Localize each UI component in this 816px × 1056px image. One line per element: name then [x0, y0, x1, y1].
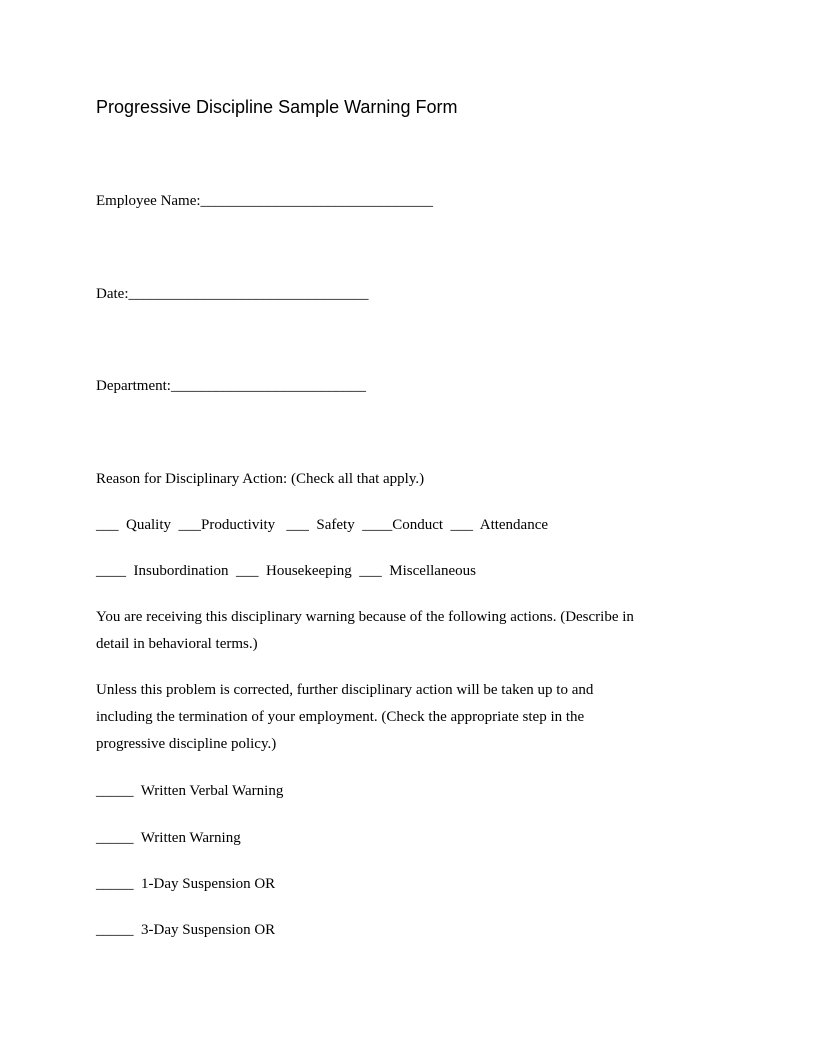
paragraph-line: including the termination of your employment. (Check the appropriate step in the [96, 709, 585, 725]
paragraph-line: progressive discipline policy.) [96, 736, 277, 752]
reason-checklist-row-1: ___ Quality ___Productivity ___ Safety ____Conduct ___ Attendance [96, 517, 549, 533]
step-written-warning: _____ Written Warning [96, 830, 241, 846]
paragraph-line: You are receiving this disciplinary warning because of the following actions. (Describe in [96, 609, 634, 625]
date-field: Date:________________________________ [96, 286, 369, 302]
employee-name-field: Employee Name:_______________________________ [96, 193, 434, 209]
step-3-day-suspension: _____ 3-Day Suspension OR [96, 922, 276, 938]
page-title: Progressive Discipline Sample Warning Form [96, 97, 458, 117]
step-written-verbal-warning: _____ Written Verbal Warning [96, 783, 284, 799]
department-field: Department:__________________________ [96, 378, 366, 394]
reason-heading: Reason for Disciplinary Action: (Check all that apply.) [96, 471, 425, 487]
paragraph-line: Unless this problem is corrected, further disciplinary action will be taken up to and [96, 682, 594, 698]
step-1-day-suspension: _____ 1-Day Suspension OR [96, 876, 276, 892]
actions-paragraph [96, 604, 721, 658]
warning-paragraph [96, 677, 721, 758]
reason-checklist-row-2: ____ Insubordination ___ Housekeeping ___ Miscellaneous [96, 563, 476, 579]
paragraph-line: detail in behavioral terms.) [96, 636, 258, 652]
